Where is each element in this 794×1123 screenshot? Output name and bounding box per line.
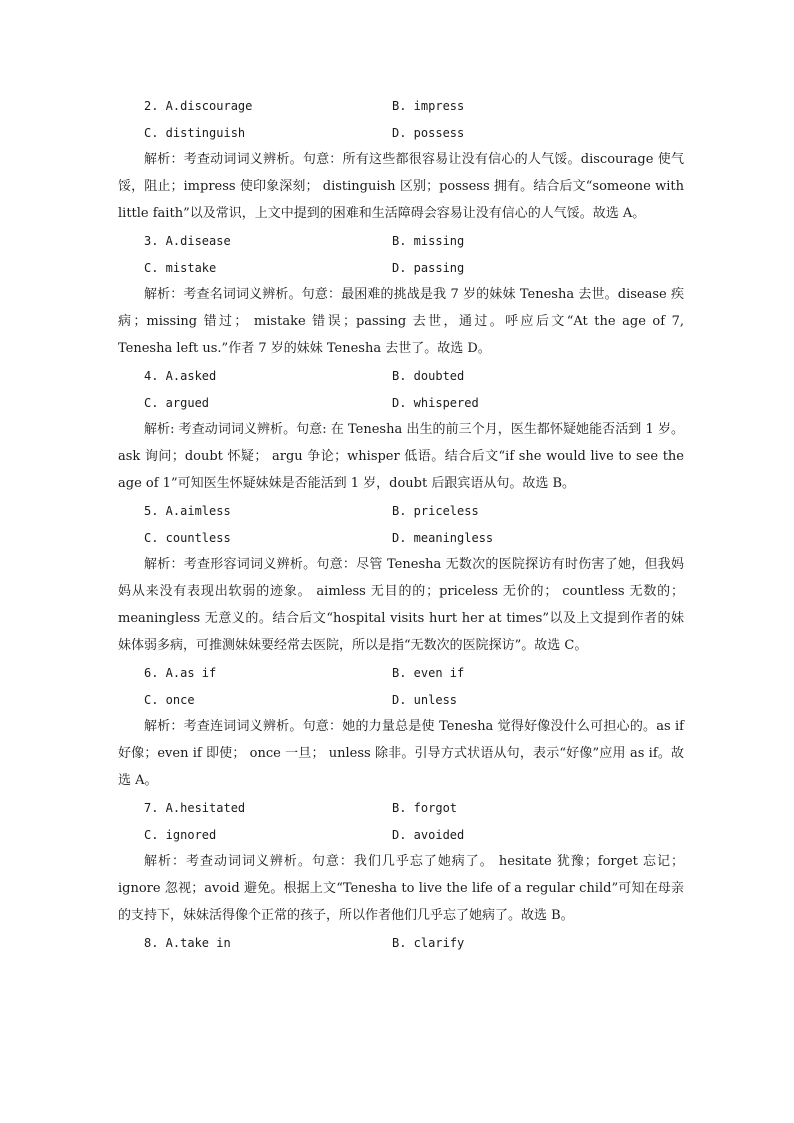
option-b: B. impress: [392, 98, 465, 113]
option-c: C. mistake: [144, 260, 217, 275]
option-b: B. even if: [392, 665, 465, 680]
option-b: B. clarify: [392, 935, 465, 950]
option-c: C. distinguish: [144, 125, 246, 140]
option-c: C. ignored: [144, 827, 217, 842]
option-b: B. doubted: [392, 368, 465, 383]
option-row: [118, 362, 684, 389]
option-row: [118, 119, 684, 146]
option-d: D. possess: [392, 125, 465, 140]
option-d: D. unless: [392, 692, 458, 707]
option-c: C. argued: [144, 395, 210, 410]
option-row: [118, 227, 684, 254]
option-row: [118, 794, 684, 821]
analysis-paragraph: 解析：考查动词词义辨析。句意：所有这些都很容易让没有信心的人气馁。discourage 使气馁，阻止；impress 使印象深刻； distinguish 区别；possess 拥有。结合后文“someone with little faith”以及常识，上文中提到的困难和生活障碍会容易让没有信心的人气馁。故选 A。: [118, 152, 684, 221]
option-a: 5. A.aimless: [144, 503, 231, 518]
option-row: [118, 497, 684, 524]
analysis-paragraph: 解析：考查形容词词义辨析。句意：尽管 Tenesha 无数次的医院探访有时伤害了她，但我妈妈从来没有表现出软弱的迹象。 aimless 无目的的；priceless 无价的； countless 无数的；meaningless 无意义的。结合后文“hospital visits hurt her at times”以及上文提到作者的妹妹体弱多病，可推测妹妹要经常去医院，所以是指“无数次的医院探访”。故选 C。: [118, 557, 684, 653]
option-row: [118, 92, 684, 119]
option-a: 6. A.as if: [144, 665, 217, 680]
option-d: D. meaningless: [392, 530, 494, 545]
option-a: 4. A.asked: [144, 368, 217, 383]
option-a: 2. A.discourage: [144, 98, 253, 113]
option-row: [118, 659, 684, 686]
option-d: D. passing: [392, 260, 465, 275]
option-c: C. once: [144, 692, 195, 707]
analysis-paragraph: 解析：考查连词词义辨析。句意：她的力量总是使 Tenesha 觉得好像没什么可担心的。as if 好像；even if 即使； once 一旦； unless 除非。引导方式状语从句，表示“好像”应用 as if。故选 A。: [118, 719, 684, 788]
analysis-paragraph: 解析：考查动词词义辨析。句意：我们几乎忘了她病了。 hesitate 犹豫；forget 忘记；ignore 忽视；avoid 避免。根据上文“Tenesha to live the life of a regular child”可知在母亲的支持下，妹妹活得像个正常的孩子，所以作者他们几乎忘了她病了。故选 B。: [118, 854, 684, 923]
option-row: [118, 686, 684, 713]
option-row: [118, 821, 684, 848]
document-page: [118, 92, 684, 956]
option-b: B. priceless: [392, 503, 479, 518]
option-b: B. missing: [392, 233, 465, 248]
option-c: C. countless: [144, 530, 231, 545]
option-d: D. whispered: [392, 395, 479, 410]
option-row: [118, 254, 684, 281]
option-row: [118, 389, 684, 416]
analysis-paragraph: 解析：考查名词词义辨析。句意：最困难的挑战是我 7 岁的妹妹 Tenesha 去世。disease 疾病；missing 错过； mistake 错误；passing 去世，通过。呼应后文“At the age of 7, Tenesha left us.”作者 7 岁的妹妹 Tenesha 去世了。故选 D。: [118, 287, 684, 356]
option-a: 7. A.hesitated: [144, 800, 246, 815]
option-a: 3. A.disease: [144, 233, 231, 248]
option-row: [118, 929, 684, 956]
analysis-paragraph: 解析: 考查动词词义辨析。句意: 在 Tenesha 出生的前三个月，医生都怀疑她能否活到 1 岁。 ask 询问；doubt 怀疑； argu 争论；whisper 低语。结合后文“if she would live to see the age of 1”可知医生怀疑妹妹是否能活到 1 岁，doubt 后跟宾语从句。故选 B。: [118, 422, 684, 491]
option-a: 8. A.take in: [144, 935, 231, 950]
option-row: [118, 524, 684, 551]
option-b: B. forgot: [392, 800, 458, 815]
option-d: D. avoided: [392, 827, 465, 842]
